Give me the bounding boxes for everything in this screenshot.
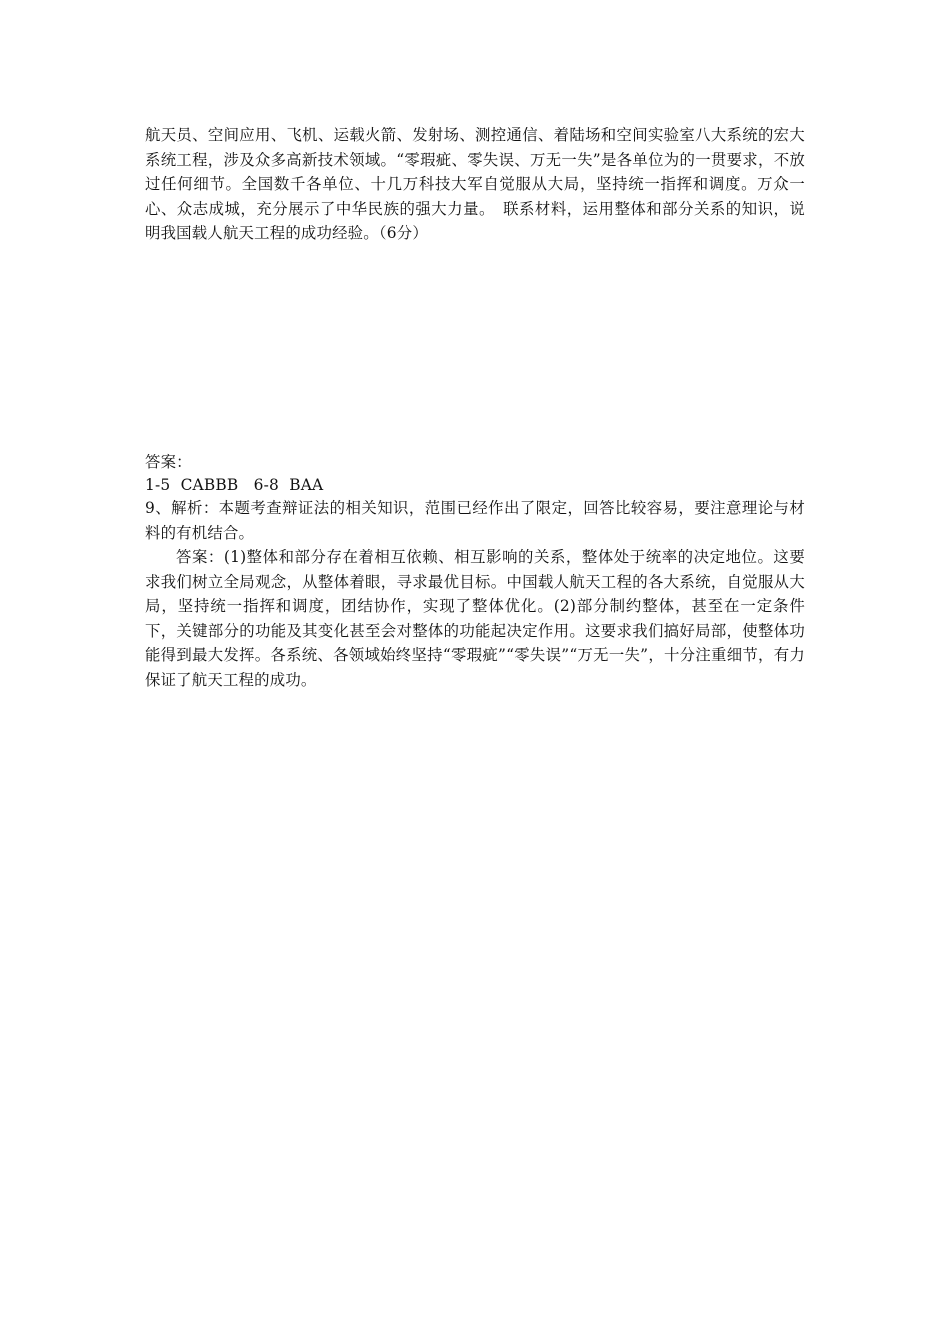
- answer-keys: 1-5 CABBB 6-8 BAA: [145, 476, 324, 494]
- explanation-paragraph: 9、解析：本题考查辩证法的相关知识，范围已经作出了限定，回答比较容易，要注意理论与材料的有机结合。: [145, 499, 805, 542]
- answer-label: 答案：: [145, 453, 192, 471]
- answer-body-paragraph: 答案：(1)整体和部分存在着相互依赖、相互影响的关系，整体处于统率的决定地位。这要求我们树立全局观念，从整体着眼，寻求最优目标。中国载人航天工程的各大系统，自觉服从大局，坚持统一指挥和调度，团结协作，实现了整体优化。(2)部分制约整体，甚至在一定条件下，关键部分的功能及其变化甚至会对整体的功能起决定作用。这要求我们搞好局部，使整体功能得到最大发挥。各系统、各领域始终坚持“零瑕疵”“零失误”“万无一失”，十分注重细节，有力保证了航天工程的成功。: [145, 548, 805, 689]
- question-paragraph: 航天员、空间应用、飞机、运载火箭、发射场、测控通信、着陆场和空间实验室八大系统的宏大系统工程，涉及众多高新技术领域。“零瑕疵、零失误、万无一失”是各单位为的一贯要求，不放过任何细节。全国数千各单位、十几万科技大军自觉服从大局，坚持统一指挥和调度。万众一心、众志成城，充分展示了中华民族的强大力量。 联系材料，运用整体和部分关系的知识，说明我国载人航天工程的成功经验。（6分）: [145, 126, 805, 243]
